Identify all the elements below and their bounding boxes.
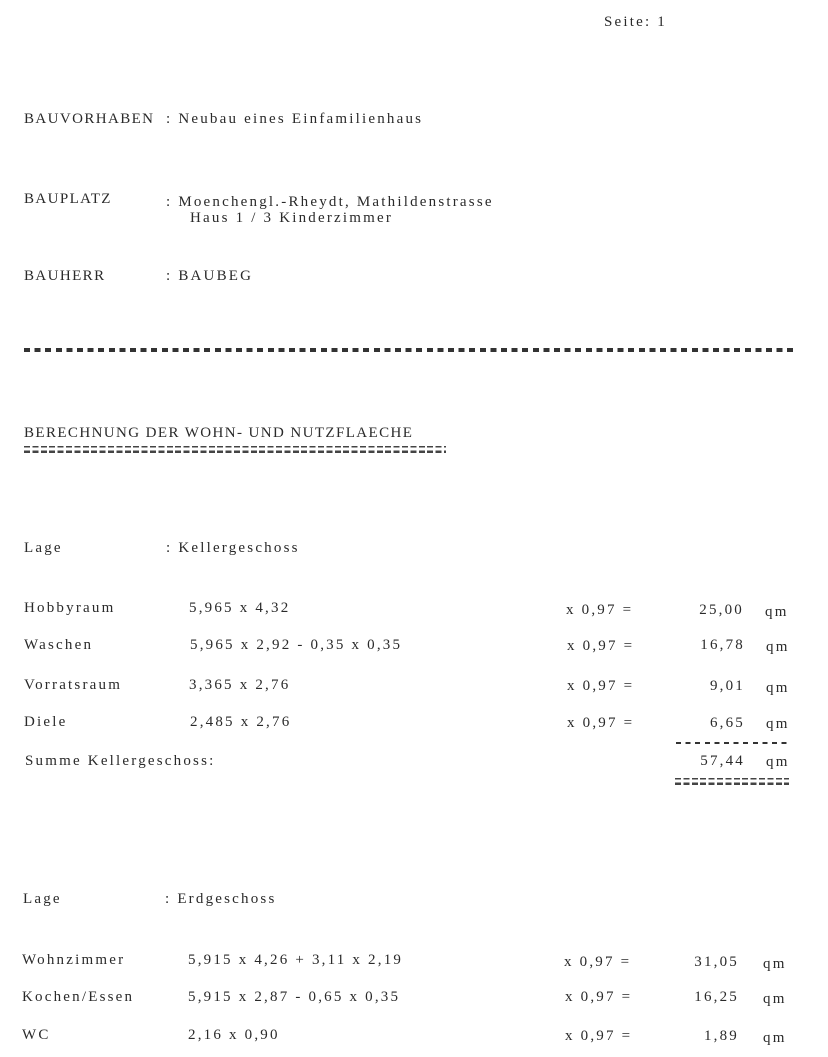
- room-area: 25,00: [699, 602, 744, 618]
- room-area: 6,65: [709, 715, 745, 731]
- room-formula: 5,915 x 4,26 + 3,11 x 2,19: [188, 952, 404, 968]
- sum-label: Summe Kellergeschoss:: [25, 753, 216, 769]
- lage-label: Lage: [23, 891, 62, 907]
- room-formula: 5,965 x 2,92 - 0,35 x 0,35: [190, 637, 403, 653]
- room-formula: 5,915 x 2,87 - 0,65 x 0,35: [188, 989, 401, 1005]
- room-name: Vorratsraum: [24, 677, 123, 693]
- room-formula: 2,16 x 0,90: [188, 1027, 280, 1043]
- room-unit: qm: [763, 1030, 787, 1046]
- bauplatz-value: : Moenchengl.-Rheydt, Mathildenstrasse: [166, 194, 494, 210]
- bauvorhaben-label: BAUVORHABEN: [24, 111, 155, 127]
- room-factor: x 0,97 =: [565, 989, 633, 1005]
- sum-unit: qm: [766, 754, 790, 770]
- bauvorhaben-value: : Neubau eines Einfamilienhaus: [166, 111, 424, 127]
- room-unit: qm: [766, 716, 790, 732]
- room-formula: 3,365 x 2,76: [189, 677, 291, 693]
- room-factor: x 0,97 =: [567, 638, 635, 654]
- dashed-separator: [24, 348, 798, 352]
- room-unit: qm: [765, 604, 789, 620]
- room-formula: 5,965 x 4,32: [189, 600, 291, 616]
- subtotal-dashed-line: [676, 742, 788, 744]
- title-double-underline: [24, 446, 446, 453]
- page-title: BERECHNUNG DER WOHN- UND NUTZFLAECHE: [24, 425, 414, 441]
- lage-value: : Kellergeschoss: [166, 540, 300, 556]
- room-unit: qm: [763, 956, 787, 972]
- room-factor: x 0,97 =: [567, 715, 635, 731]
- room-name: Hobbyraum: [24, 600, 116, 616]
- room-name: Waschen: [24, 637, 94, 653]
- bauherr-value: : BAUBEG: [166, 268, 254, 284]
- room-name: Diele: [24, 714, 68, 730]
- bauplatz-value-line2: Haus 1 / 3 Kinderzimmer: [190, 210, 394, 226]
- sum-value: 57,44: [700, 753, 745, 769]
- page-number: Seite: 1: [604, 14, 668, 30]
- room-name: Wohnzimmer: [22, 952, 126, 968]
- room-area: 16,78: [700, 637, 745, 653]
- room-area: 31,05: [694, 954, 739, 970]
- lage-label: Lage: [24, 540, 63, 556]
- bauherr-label: BAUHERR: [24, 268, 106, 284]
- room-factor: x 0,97 =: [567, 678, 635, 694]
- room-unit: qm: [766, 639, 790, 655]
- room-factor: x 0,97 =: [564, 954, 632, 970]
- room-name: Kochen/Essen: [22, 989, 135, 1005]
- room-name: WC: [22, 1027, 51, 1043]
- room-unit: qm: [763, 991, 787, 1007]
- room-formula: 2,485 x 2,76: [190, 714, 292, 730]
- room-unit: qm: [766, 680, 790, 696]
- room-factor: x 0,97 =: [565, 1028, 633, 1044]
- room-area: 9,01: [709, 678, 745, 694]
- bauplatz-label: BAUPLATZ: [24, 191, 112, 207]
- room-area: 1,89: [703, 1028, 739, 1044]
- room-area: 16,25: [694, 989, 739, 1005]
- room-factor: x 0,97 =: [566, 602, 634, 618]
- lage-value: : Erdgeschoss: [165, 891, 277, 907]
- sum-double-underline: [675, 778, 789, 785]
